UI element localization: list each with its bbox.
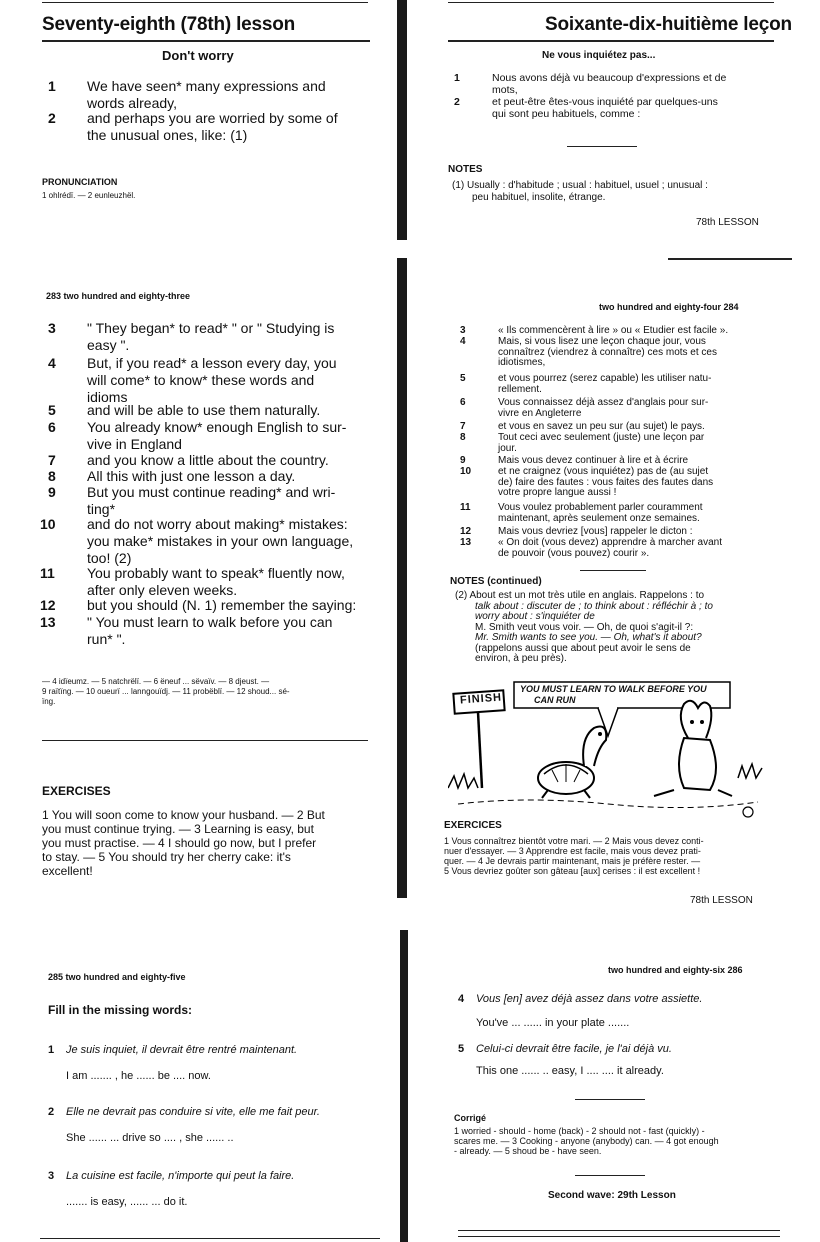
page-spine-middle [397,258,407,898]
cartoon-bubble-line-1: YOU MUST LEARN TO WALK BEFORE YOU [520,684,707,694]
lesson-footer-2: 78th LESSON [690,895,753,906]
separator-en-2 [42,740,368,741]
title-underline-en [42,40,370,42]
page1-bottom-rule [668,258,792,260]
note-2: (2) About est un mot très utile en anglais. Rappelons : to talk about : discuter de ; to think about : réfléchir à ; to worry about : s'inquiéter de M. Smith veut vous voir. — Oh, de quoi s'agit-il ?: Mr. Smith wants to see you. — Oh, what's it about? (rappelons aussi que about peut avoir le sens de environ, à peu près). [455,590,713,664]
exercices-text: 1 Vous connaîtrez bientôt votre mari. — 2 Mais vous devez conti- nuer d'essayer. — 3 Apprendre est facile, mais vous devez prati- quer. — 4 Je devrais partir maintenant, mais je préfère rester. — 5 Vous devriez goûter son gâteau [aux] cerises : il est excellent ! [444,836,704,876]
corrige-label: Corrigé [454,1113,487,1123]
lesson-title-fr: Soixante-dix-huitième leçon [545,14,792,35]
notes-label: NOTES [448,164,483,175]
exercises-text: 1 You will soon come to know your husband. — 2 But you must continue trying. — 3 Learning is easy, but you must practise. — 4 I should go now, but I prefer to stay. — 5 You should try her cherry cake: it's excellent! [42,808,325,878]
separator-fr-1 [567,146,637,147]
cartoon [448,678,766,818]
lines-en-list: 3 " They began* to read* " or " Studying is easy ". 4 But, if you read* a lesson every day, you will come* to know* these words and idioms 5 and will be able to use them naturally. 6 You already know* enough English to sur- vive in England 7 and you know a little about the country. 8 All this with just one lesson a day. 9 But you must continue reading* and wri- ting* 10 and do not worry about making* mistakes: you make* mistakes in your own language, too! (2) 11 You probably want to speak* fluently now, after only eleven weeks. 12 but you should (N. 1) remember the saying: 13 " You must learn to walk before you can run* ". [40,320,357,647]
separator-p3-1 [575,1099,645,1100]
page-header-284: two hundred and eighty-four 284 [599,302,739,312]
second-wave: Second wave: 29th Lesson [548,1190,676,1201]
top-rule-left [42,2,368,3]
pronunciation-label: PRONUNCIATION [42,177,118,187]
page-spine-bottom [400,930,408,1242]
separator-fr-2 [580,570,646,571]
pronunciation-page2: — 4 idïeumz. — 5 natchrëlï. — 6 ëneuf ... sëvaïv. — 8 djeust. — 9 raïtïng. — 10 oueurï ... lanngouïdj. — 11 probëblï. — 12 shoud... sé- ïng. [42,677,290,706]
cartoon-bubble-line-2: CAN RUN [534,695,576,705]
notes-continued-label: NOTES (continued) [450,576,542,587]
title-underline-fr [448,40,774,42]
pronunciation-text: 1 ohlrédï. — 2 eunleuzhël. [42,191,136,200]
page3-bottom-rule-right-1 [458,1230,780,1231]
page-header-285: 285 two hundred and eighty-five [48,972,186,982]
fill-label: Fill in the missing words: [48,1003,193,1017]
page-header-286: two hundred and eighty-six 286 [608,965,743,975]
page3-bottom-rule-right-2 [458,1236,780,1237]
top-rule-right [448,2,774,3]
separator-p3-2 [575,1175,645,1176]
lesson-subtitle-en: Don't worry [162,48,234,63]
page3-bottom-rule-left [40,1238,380,1239]
cartoon-sign-text: FINISH [459,691,503,707]
exercices-label: EXERCICES [444,820,502,831]
corrige-text: 1 worried - should - home (back) - 2 should not - fast (quickly) - scares me. — 3 Cooking - anyone (anybody) can. — 4 got enough - already. — 5 shoud be - have seen. [454,1126,719,1156]
note-1: (1) Usually : d'habitude ; usual : habituel, usuel ; unusual : peu habituel, insolite, étrange. [452,180,708,203]
page-spine-top [397,0,407,240]
exercises-label: EXERCISES [42,784,111,798]
lesson-title-en: Seventy-eighth (78th) lesson [42,14,296,35]
lesson-footer-1: 78th LESSON [696,217,759,228]
page-header-283: 283 two hundred and eighty-three [46,291,191,301]
lesson-subtitle-fr: Ne vous inquiétez pas... [542,50,656,61]
